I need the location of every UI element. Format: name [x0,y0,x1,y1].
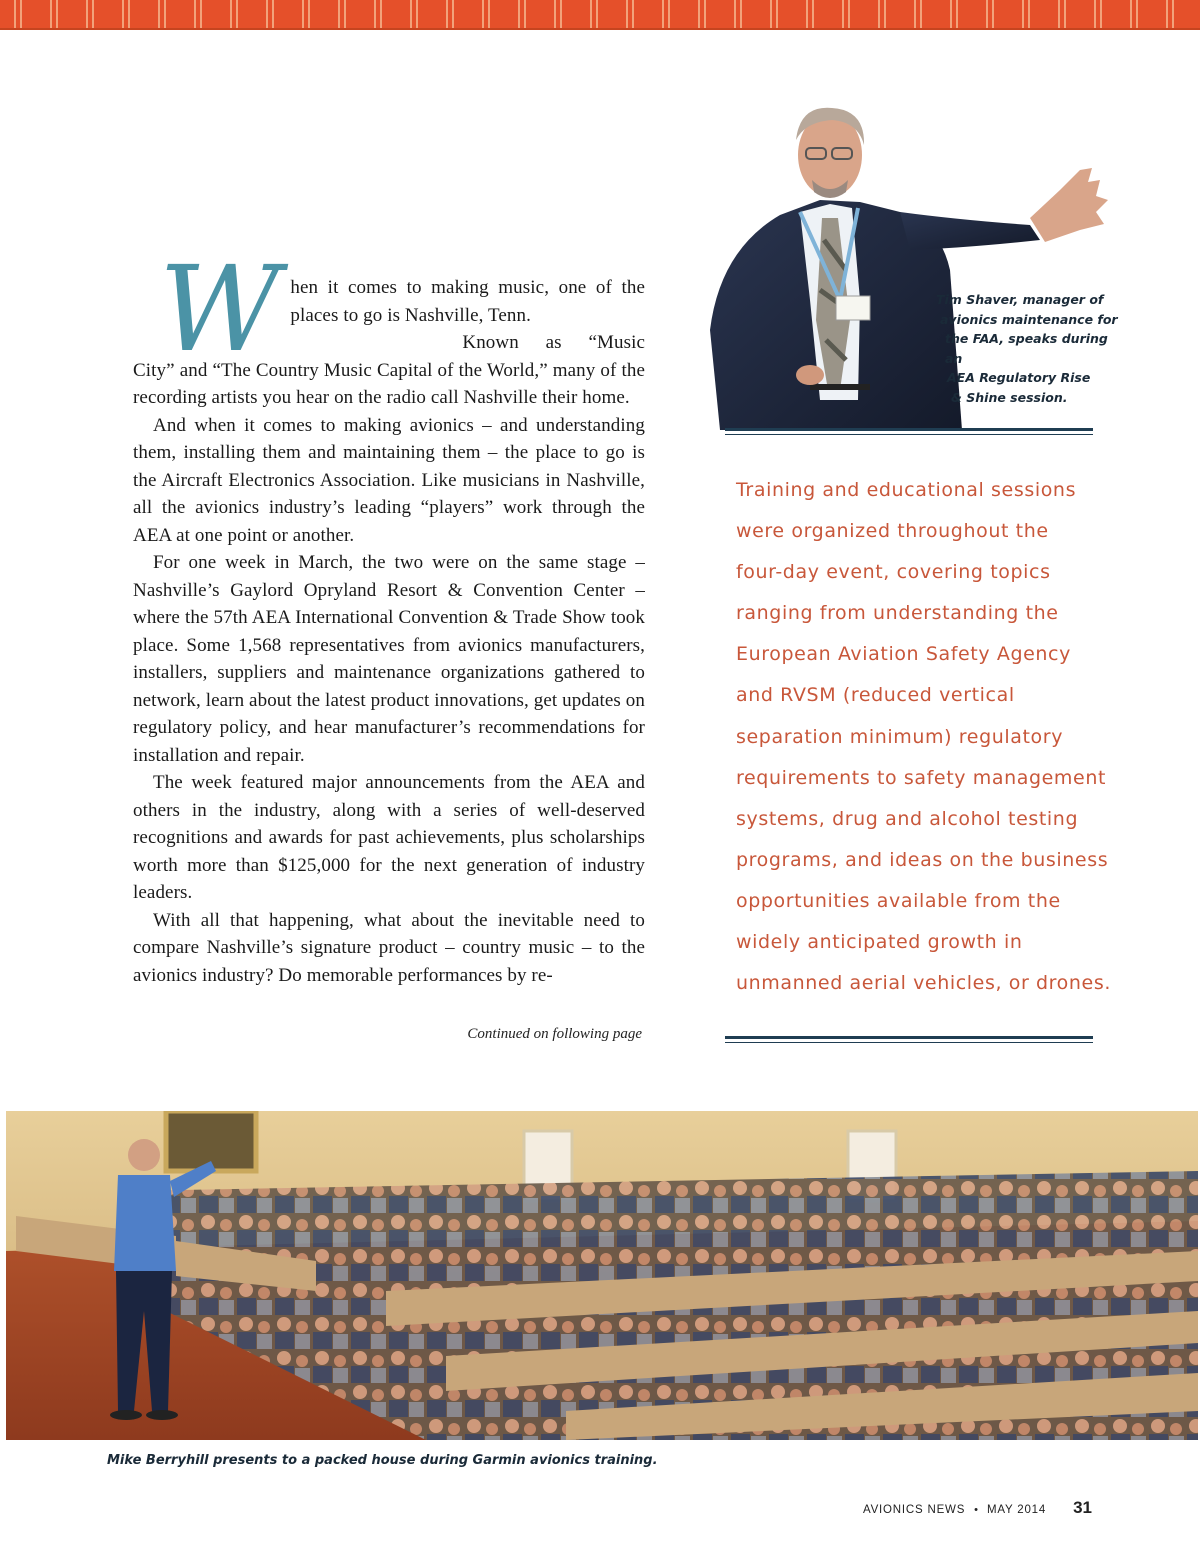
pull-quote-line: systems, drug and alcohol testing [736,807,1079,830]
footer-separator: • [974,1504,979,1516]
pull-quote-line: unmanned aerial vehicles, or drones. [736,972,1111,995]
article-paragraph-4: For one week in March, the two were on the same stage – Nashville’s Gaylord Opryland Resort & Convention Center – where the 57th AEA International Convention & Trade Show took place. Some 1,568 representatives from avionics manufacturers, installers, suppliers and maintenance organizations gathered to network, learn about the latest product innovations, get updates on regulatory policy, and hear manufacturer’s recommendations for installation and repair. [133,552,645,766]
article-paragraph-6: With all that happening, what about the inevitable need to compare Nashville’s signature product – country music – to the avionics industry? Do memorable performances by re- [133,909,645,986]
pull-quote-line: were organized throughout the [736,520,1049,543]
speaker-caption-line: Tim Shaver, manager of [936,292,1104,307]
issue-date: MAY 2014 [987,1504,1047,1516]
continued-note: Continued on following page [467,1026,642,1042]
page-number: 31 [1073,1498,1092,1517]
article-paragraph-3: And when it comes to making avionics – and understanding them, installing them and maintaining them – the place to go is the Aircraft Electronics Association. Like musicians in Nashville, all the avionics industry’s leading “players” work through the AEA at one point or another. [133,414,645,546]
pull-quote [736,470,1111,1004]
speaker-caption-line: the FAA, speaks during an [945,331,1108,366]
training-photo-caption: Mike Berryhill presents to a packed house during Garmin avionics training. [107,1453,658,1468]
pull-quote-line: Training and educational sessions [736,479,1077,501]
article-paragraph-5: The week featured major announcements from the AEA and others in the industry, along with a series of well-deserved recognitions and awards for past achievements, plus scholarships worth more than $125,000 for the next generation of industry leaders. [133,772,645,903]
pull-quote-line: four-day event, covering topics [736,561,1051,584]
pull-quote-line: programs, and ideas on the business [736,848,1109,871]
pull-quote-line: European Aviation Safety Agency [736,643,1071,666]
training-room-photo [6,1111,1198,1440]
speaker-caption-line: & Shine session. [951,389,1068,405]
pull-quote-line: and RVSM (reduced vertical [736,684,1015,707]
pull-quote-line: opportunities available from the [736,889,1061,912]
speaker-caption-line: AEA Regulatory Rise [947,370,1091,385]
publication-name: AVIONICS NEWS [862,1504,966,1516]
page-footer [863,1498,1092,1518]
divider-rule-bottom [725,1036,1093,1043]
pull-quote-line: ranging from understanding the [736,602,1059,625]
speaker-caption-line: avionics maintenance for [940,311,1118,327]
article-paragraph-2: Known as “Music City” and “The Country Music Capital of the World,” many of the recording artists you hear on the radio call Nashville their home. [133,332,645,408]
speaker-caption [936,290,1126,407]
pull-quote-line: widely anticipated growth in [736,931,1023,954]
pull-quote-line: separation minimum) regulatory [736,725,1064,748]
article-paragraph-1: When it comes to making music, one of the places to go is Nashville, Tenn. [159,240,645,378]
article-body [133,240,645,989]
top-decorative-band [0,0,1200,30]
divider-rule-top [725,428,1093,435]
pull-quote-line: requirements to safety management [736,766,1107,789]
drop-cap: W [159,240,281,378]
